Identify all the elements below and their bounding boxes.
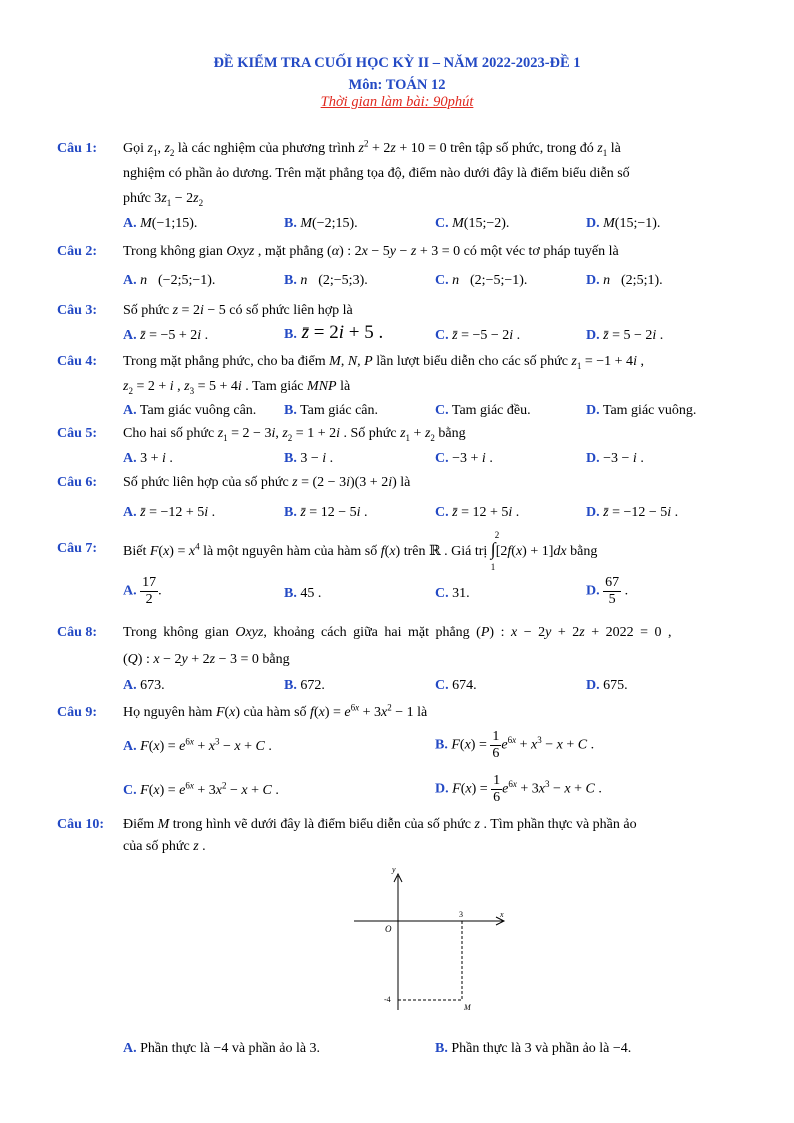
question-4-text-2: $z_2 = 2 + i$ , $z_3 = 5 + 4i$ . Tam giác MNP là — [123, 379, 351, 396]
x-tick-label: 3 — [459, 910, 463, 919]
option-8b[interactable]: B. 672. — [284, 678, 325, 693]
option-7a[interactable]: A. $\frac{17}{2}$ . — [123, 575, 162, 607]
option-3d[interactable]: D. z̄ = 5 − 2i . — [586, 328, 664, 343]
option-9b[interactable]: B. F(x) = $\frac{1}{6}$ $e^{6x} + x^3 - x + C$ . — [435, 729, 595, 761]
y-label: y — [392, 865, 396, 874]
question-4-text: Trong mặt phẳng phức, cho ba điểm M, N, P lần lượt biểu diễn cho các số phức $z_1 = -1 + 4i$ , — [123, 354, 644, 371]
exam-subject: Môn: TOÁN 12 — [348, 77, 446, 93]
option-1a[interactable]: A. M(−1;15). — [123, 216, 198, 231]
question-10-text: Điểm M trong hình vẽ dưới đây là điểm biểu diễn của số phức z . Tìm phần thực và phần ảo — [123, 817, 637, 832]
question-8-text-2: (Q) : x − 2y + 2z − 3 = 0 bằng — [123, 652, 290, 667]
option-3b[interactable]: B. z̄ = 2i + 5 . — [284, 322, 384, 343]
option-9c[interactable]: C. $F(x) = e^{6x} + 3x^2 - x + C$ . — [123, 780, 279, 798]
option-2c[interactable]: C. n⃗(2;−5;−1). — [435, 273, 528, 288]
question-1-text: Gọi $z_1$, $z_2$ là các nghiệm của phương trình $z^2 + 2z + 10 = 0$ trên tập số phức, trong đó $z_1$ là — [123, 138, 621, 158]
y-tick-label: -4 — [384, 995, 391, 1004]
option-2b[interactable]: B. n⃗(2;−5;3). — [284, 273, 368, 288]
origin-label: O — [385, 924, 392, 934]
question-6-number: Câu 6: — [57, 475, 98, 490]
option-10a[interactable]: A. Phần thực là −4 và phần ảo là 3. — [123, 1041, 321, 1056]
x-label: x — [500, 910, 504, 919]
option-1d[interactable]: D. M(15;−1). — [586, 216, 661, 231]
option-5a[interactable]: A. 3 + i . — [123, 451, 173, 466]
option-1b[interactable]: B. M(−2;15). — [284, 216, 358, 231]
question-6-text: Số phức liên hợp của số phức z = (2 − 3i)(3 + 2i) là — [123, 475, 411, 490]
question-2-number: Câu 2: — [57, 244, 98, 259]
option-4d[interactable]: D. Tam giác vuông. — [586, 403, 697, 418]
option-8c[interactable]: C. 674. — [435, 678, 477, 693]
exam-time: Thời gian làm bài: 90phút — [320, 94, 474, 110]
option-6c[interactable]: C. z̄ = 12 + 5i . — [435, 505, 520, 520]
complex-plane-graph — [352, 860, 522, 1020]
question-5-text: Cho hai số phức $z_1 = 2 - 3i$, $z_2 = 1 + 2i$ . Số phức $z_1 + z_2$ bằng — [123, 426, 466, 443]
option-8a[interactable]: A. 673. — [123, 678, 165, 693]
option-7b[interactable]: B. 45 . — [284, 586, 322, 601]
question-5-number: Câu 5: — [57, 426, 98, 441]
option-9d[interactable]: D. F(x) = $\frac{1}{6}$ $e^{6x} + 3x^3 - x + C$ . — [435, 773, 602, 805]
option-7d[interactable]: D. $\frac{67}{5}$ . — [586, 575, 629, 607]
question-4-number: Câu 4: — [57, 354, 98, 369]
question-1-text-2: nghiệm có phần ảo dương. Trên mặt phẳng tọa độ, điểm nào dưới đây là điểm biểu diễn số — [123, 166, 630, 181]
question-10-text-2: của số phức z . — [123, 839, 206, 854]
question-7-number: Câu 7: — [57, 541, 98, 556]
question-9-number: Câu 9: — [57, 705, 98, 720]
question-9-text: Họ nguyên hàm F(x) của hàm số $f(x) = e^{6x} + 3x^2 - 1$ là — [123, 702, 428, 720]
question-8-number: Câu 8: — [57, 625, 98, 640]
option-6d[interactable]: D. z̄ = −12 − 5i . — [586, 505, 679, 520]
option-7c[interactable]: C. 31. — [435, 586, 470, 601]
option-2a[interactable]: A. n⃗(−2;5;−1). — [123, 273, 216, 288]
option-5b[interactable]: B. 3 − i . — [284, 451, 334, 466]
option-1c[interactable]: C. M(15;−2). — [435, 216, 510, 231]
question-3-number: Câu 3: — [57, 303, 98, 318]
option-8d[interactable]: D. 675. — [586, 678, 628, 693]
option-4b[interactable]: B. Tam giác cân. — [284, 403, 379, 418]
question-2-text: Trong không gian Oxyz , mặt phẳng (α) : 2x − 5y − z + 3 = 0 có một véc tơ pháp tuyến là — [123, 244, 619, 259]
question-3-text: Số phức z = 2i − 5 có số phức liên hợp là — [123, 303, 353, 318]
exam-title: ĐỀ KIỂM TRA CUỐI HỌC KỲ II – NĂM 2022-2023-ĐỀ 1 — [213, 55, 581, 71]
question-1-number: Câu 1: — [57, 141, 98, 156]
option-3c[interactable]: C. z̄ = −5 − 2i . — [435, 328, 521, 343]
option-3a[interactable]: A. z̄ = −5 + 2i . — [123, 328, 209, 343]
option-6a[interactable]: A. z̄ = −12 + 5i . — [123, 505, 216, 520]
option-4c[interactable]: C. Tam giác đều. — [435, 403, 531, 418]
question-10-number: Câu 10: — [57, 817, 105, 832]
point-m-label: M — [464, 1003, 471, 1012]
option-2d[interactable]: D. n⃗(2;5;1). — [586, 273, 663, 288]
question-7-text: Biết $F(x) = x^4$ là một nguyên hàm của hàm số f(x) trên ℝ . Giá trị ∫ 2 1 [2f(x) + 1]dx bằng — [123, 530, 598, 572]
option-9a[interactable]: A. $F(x) = e^{6x} + x^3 - x + C$ . — [123, 736, 272, 754]
option-5c[interactable]: C. −3 + i . — [435, 451, 493, 466]
option-4a[interactable]: A. Tam giác vuông cân. — [123, 403, 257, 418]
option-5d[interactable]: D. −3 − i . — [586, 451, 644, 466]
option-10b[interactable]: B. Phần thực là 3 và phần ảo là −4. — [435, 1041, 632, 1056]
option-6b[interactable]: B. z̄ = 12 − 5i . — [284, 505, 368, 520]
question-8-text: Trong không gian Oxyz, khoảng cách giữa hai mặt phẳng (P) : x − 2y + 2z + 2022 = 0 , — [123, 625, 672, 640]
question-1-text-3: phức $3z_1 - 2z_2$ — [123, 191, 204, 208]
